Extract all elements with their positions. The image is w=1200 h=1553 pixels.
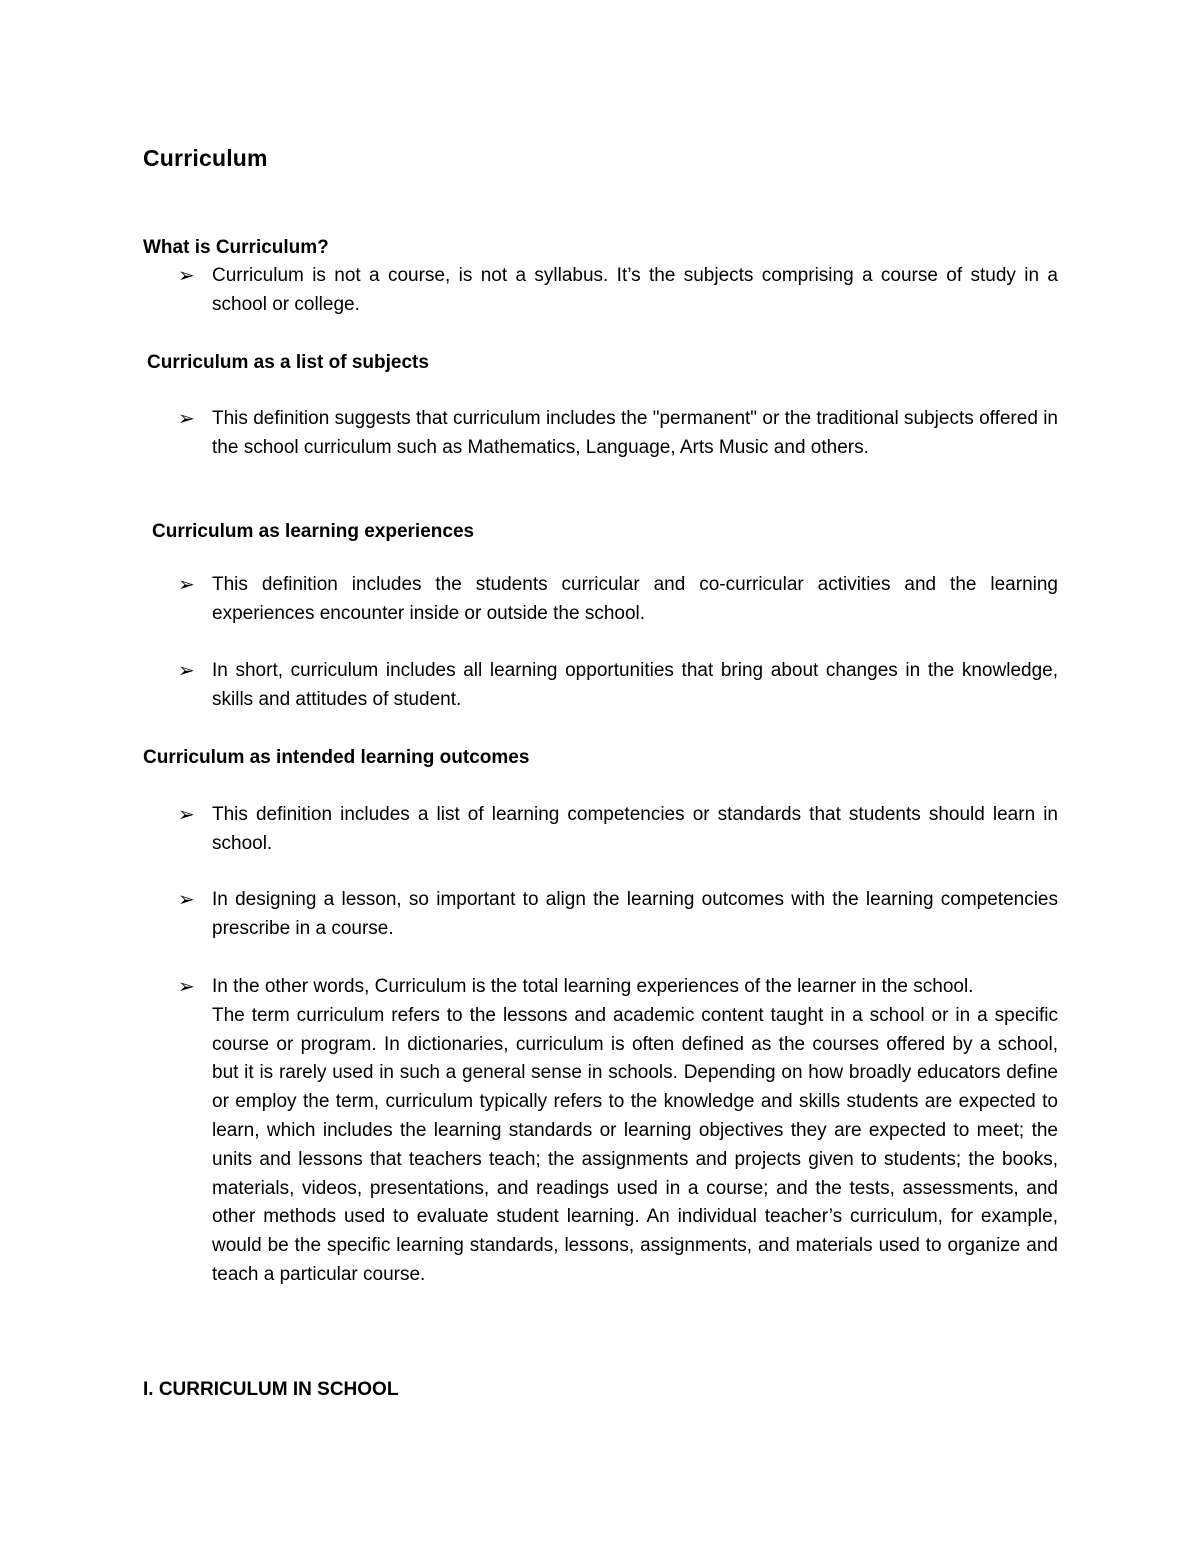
bullet-text: This definition includes the students curricular and co-curricular activities and the learning experiences encounter inside or outside the school. (212, 574, 1058, 624)
bullet-text: Curriculum is not a course, is not a syllabus. It’s the subjects comprising a course of study in a school or college. (212, 265, 1058, 315)
document-title: Curriculum (143, 145, 268, 171)
bullet-item (178, 571, 1058, 629)
heading-learning-outcomes: Curriculum as intended learning outcomes (143, 747, 530, 768)
bullet-item (178, 886, 1058, 944)
bullet-text: This definition includes a list of learning competencies or standards that students should learn in school. (212, 804, 1058, 854)
arrow-bullet-icon: ➢ (178, 660, 195, 682)
bullet-text: In designing a lesson, so important to align the learning outcomes with the learning competencies prescribe in a course. (212, 889, 1058, 939)
arrow-bullet-icon: ➢ (178, 976, 195, 998)
bullet-item (178, 262, 1058, 320)
bullet-item (178, 801, 1058, 859)
arrow-bullet-icon: ➢ (178, 889, 195, 911)
heading-curriculum-in-school: I. CURRICULUM IN SCHOOL (143, 1379, 399, 1400)
body-paragraph: The term curriculum refers to the lessons and academic content taught in a school or in a specific course or program. In dictionaries, curriculum is often defined as the courses offered by a school, but it is rarely used in such a general sense in schools. Depending on how broadly educators define or employ the term, curriculum typically refers to the knowledge and skills students are expected to learn, which includes the learning standards or learning objectives they are expected to meet; the units and lessons that teachers teach; the assignments and projects given to students; the books, materials, videos, presentations, and readings used in a course; and the tests, assessments, and other methods used to evaluate student learning. An individual teacher’s curriculum, for example, would be the specific learning standards, lessons, assignments, and materials used to organize and teach a particular course. (212, 1004, 1058, 1285)
bullet-item (178, 405, 1058, 463)
bullet-item (178, 657, 1058, 715)
arrow-bullet-icon: ➢ (178, 265, 195, 287)
bullet-item (178, 973, 1058, 1290)
bullet-text: This definition suggests that curriculum includes the "permanent" or the traditional subjects offered in the school curriculum such as Mathematics, Language, Arts Music and others. (212, 408, 1058, 458)
arrow-bullet-icon: ➢ (178, 408, 195, 430)
bullet-text: In the other words, Curriculum is the total learning experiences of the learner in the school. (212, 976, 974, 997)
bullet-text: In short, curriculum includes all learning opportunities that bring about changes in the knowledge, skills and attitudes of student. (212, 660, 1058, 710)
heading-list-of-subjects: Curriculum as a list of subjects (147, 352, 429, 373)
arrow-bullet-icon: ➢ (178, 804, 195, 826)
heading-what-is-curriculum: What is Curriculum? (143, 237, 329, 258)
heading-learning-experiences: Curriculum as learning experiences (152, 521, 475, 542)
arrow-bullet-icon: ➢ (178, 574, 195, 596)
